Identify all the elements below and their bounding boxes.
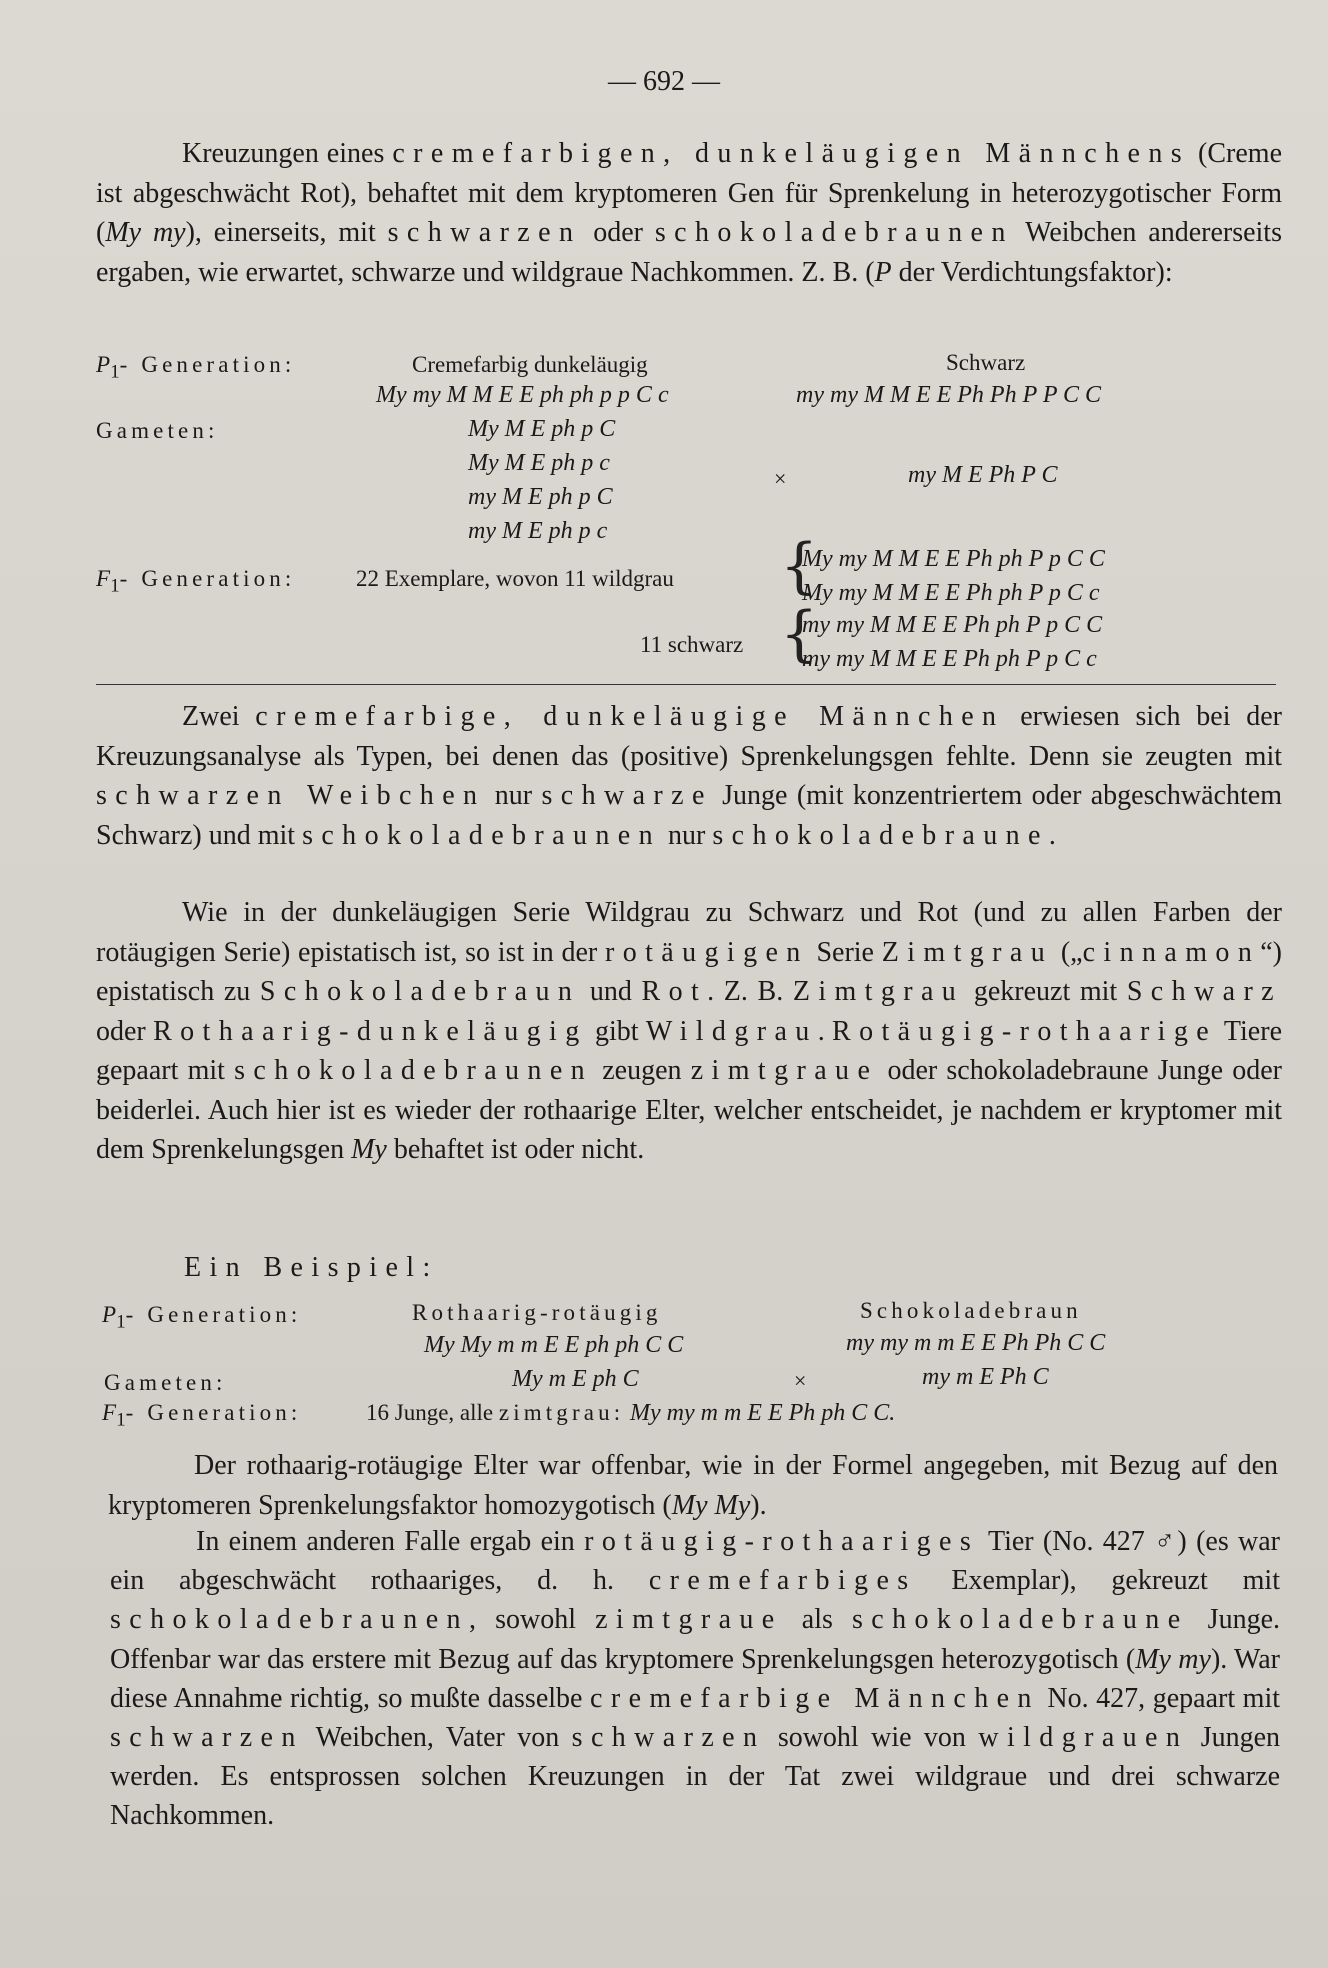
p-symbol: P [96, 352, 111, 377]
f1-generation-label-2 [102, 1400, 301, 1432]
text: Tier (No. 427 ♂) (es war ein abgeschwächt rothaariges, d. h. [110, 1526, 1281, 1597]
text: zeugen [593, 1055, 691, 1086]
wildgrau-formula-2: My my M M E E Ph ph P p C c [802, 580, 1100, 606]
spaced-text: rotäugigen [604, 936, 809, 968]
text: Junge (mit konzentriertem oder abgeschwächtem Schwarz) und mit [96, 780, 1282, 851]
spaced-text: Rothaarig-dunkeläugig [153, 1015, 588, 1047]
gamete-4: my M E ph p c [468, 518, 608, 544]
spaced-text: schokoladebraunen [302, 819, 662, 851]
parent2-heading: Schwarz [946, 350, 1026, 375]
spaced-text: Zimtgrau [881, 936, 1054, 968]
text: oder [581, 217, 655, 248]
symbol: P [874, 256, 892, 288]
parent2-formula: my my M M E E Ph Ph P P C C [796, 382, 1102, 408]
wildgrau-formula-1: My my M M E E Ph ph P p C C [802, 546, 1105, 572]
text: Weibchen, Vater von [303, 1722, 572, 1754]
text: Wie in der dunkeläugigen Serie Wildgrau zu Schwarz und Rot (und zu allen Farben der rotäugigen Serie) epistatisch ist, so ist in der [96, 897, 1282, 968]
text: behaftet ist oder nicht. [386, 1134, 645, 1165]
spaced-text: Schwarz [1126, 976, 1283, 1007]
text: nur [661, 819, 713, 851]
spaced-text: cinnamon [1082, 936, 1261, 968]
text: sowohl wie von [765, 1722, 979, 1754]
divider-rule [96, 684, 1276, 685]
text: Junge. Offenbar war das erstere mit Bezug auf das kryptomere Sprenkelungsgen heterozygotisch ( [110, 1604, 1280, 1675]
p1-generation-label [96, 352, 295, 384]
text: “) epistatisch zu [96, 936, 1282, 1007]
example-heading: Ein Beispiel: [184, 1252, 439, 1283]
spaced-text: Wildgrau [645, 1015, 818, 1047]
f1-generation-label [96, 566, 295, 598]
spaced-text: zimtgraue [595, 1604, 783, 1636]
label-text: - Generation: [119, 352, 296, 377]
p1-generation-label-2 [102, 1302, 301, 1334]
text: . [817, 1015, 833, 1047]
text: ), einerseits, mit [185, 217, 388, 248]
parent1-gamete-2: My m E ph C [512, 1366, 639, 1392]
cross-symbol: × [774, 466, 787, 491]
parent2-heading-2: Schokoladebraun [860, 1298, 1082, 1323]
spaced-text: schwarzen [387, 217, 582, 248]
f1-schwarz-label: 11 schwarz [640, 632, 744, 657]
text: Kreuzungen eines [182, 138, 393, 169]
spaced-text: schokoladebraune [852, 1604, 1189, 1636]
text: und [580, 976, 642, 1007]
gamete-3: my M E ph p C [468, 484, 613, 510]
parent2-formula-2: my my m m E E Ph Ph C C [846, 1330, 1106, 1356]
parent2-gamete: my M E Ph P C [908, 462, 1058, 488]
text: erwiesen sich bei der Kreuzungsanalyse als Typen, bei denen das (positive) Sprenkelungsgen fehlte. Denn sie zeugten mit [96, 701, 1282, 772]
spaced-text: rotäugig-rothaariges [584, 1526, 980, 1557]
subscript: 1 [110, 361, 120, 383]
text: (Creme ist abgeschwächt Rot), behaftet mit dem kryptomeren Gen für Sprenkelung in heterozygotischer Form ( [96, 138, 1282, 248]
text: No. 427, gepaart mit [1039, 1682, 1281, 1714]
paragraph-2 [96, 697, 1282, 855]
paragraph-4 [108, 1446, 1278, 1525]
text: („ [1053, 936, 1083, 968]
text: Exemplar), gekreuzt mit [916, 1565, 1280, 1597]
spaced-text: schokoladebraune [712, 819, 1049, 851]
spaced-text: cremefarbige Männchen [590, 1682, 1040, 1714]
text: 16 Junge, alle [366, 1400, 499, 1425]
gamete-2: My M E ph p c [468, 450, 610, 476]
text: Jungen werden. Es entsprossen solchen Kreuzungen in der Tat zwei wildgraue und drei schwarze Nachkommen. [110, 1722, 1281, 1832]
label-text: - Generation: [125, 1302, 302, 1327]
schwarz-formula-1: my my M M E E Ph ph P p C C [802, 612, 1103, 638]
text: In einem anderen Falle ergab ein [196, 1526, 585, 1557]
text: Der rothaarig-rotäugige Elter war offenbar, wie in der Formel angegeben, mit Bezug auf den kryptomeren Sprenkelungsfaktor homozygotisch ( [108, 1450, 1278, 1521]
spaced-text: schokoladebraunen [234, 1055, 594, 1086]
genotype: My my [105, 217, 186, 248]
parent1-heading-2: Rothaarig-rotäugig [412, 1300, 662, 1325]
gamete-1: My M E ph p C [468, 416, 616, 442]
text: . [1048, 819, 1056, 851]
spaced-text: wildgrauen [978, 1722, 1189, 1754]
genotype: My My [671, 1489, 751, 1521]
spaced-text: schwarzen [571, 1722, 766, 1754]
text: nur [485, 780, 542, 811]
f-symbol: F [102, 1400, 117, 1425]
text: oder [96, 1015, 154, 1047]
spaced-text: schwarzen Weibchen [96, 780, 486, 811]
text: der Verdichtungsfaktor): [891, 256, 1173, 288]
spaced-text: schwarze [541, 780, 713, 811]
text: Serie [808, 936, 882, 968]
subscript: 1 [110, 575, 120, 597]
brace-schwarz: { [780, 599, 819, 669]
spaced-text: schwarzen [110, 1722, 304, 1754]
genotype: My [351, 1134, 387, 1165]
text: gekreuzt mit [964, 976, 1127, 1007]
text: oder schokoladebraune Junge oder beiderlei. Auch hier ist es wieder der rothaarige Elter, welcher entscheidet, je nachdem er kryptomer mit dem Sprenkelungsgen [96, 1055, 1282, 1165]
parent1-formula: My my M M E E ph ph p p C c [376, 382, 669, 408]
spaced-text: cremefarbigen, dunkeläugigen Männchens [392, 138, 1191, 169]
text: als [782, 1604, 852, 1636]
text: ). War diese Annahme richtig, so mußte dasselbe [110, 1643, 1280, 1714]
paragraph-5 [110, 1522, 1280, 1836]
parent2-gamete-2: my m E Ph C [922, 1364, 1049, 1390]
brace-wildgrau: { [780, 531, 819, 601]
spaced-text: Rot [641, 976, 708, 1007]
subscript: 1 [116, 1409, 126, 1431]
text: Tiere gepaart mit [96, 1015, 1282, 1086]
cross-symbol-2: × [794, 1368, 807, 1393]
spaced-text: schokoladebraunen [110, 1604, 469, 1636]
page-number: — 692 — [608, 66, 720, 97]
text: , sowohl [468, 1604, 596, 1636]
f1-formula: My my m m E E Ph ph C C. [630, 1400, 896, 1426]
spaced-text: cremefarbiges [648, 1565, 917, 1597]
text: Weibchen andererseits ergaben, wie erwartet, schwarze und wildgraue Nachkommen. Z. B. ( [96, 217, 1282, 288]
spaced-text: zimtgrau: [498, 1400, 625, 1425]
parent1-heading: Cremefarbig dunkeläugig [412, 352, 648, 377]
spaced-text: zimtgraue [690, 1055, 879, 1086]
label-text: - Generation: [125, 1400, 302, 1425]
parent1-formula-2: My My m m E E ph ph C C [424, 1332, 684, 1358]
f1-description: 22 Exemplare, wovon 11 wildgrau [356, 566, 674, 591]
text: . Z. B. [707, 976, 793, 1007]
paragraph-1 [96, 134, 1282, 292]
gameten-label: Gameten: [96, 418, 219, 443]
spaced-text: Schokoladebraun [259, 976, 581, 1007]
text: ). [750, 1489, 767, 1521]
f-symbol: F [96, 566, 111, 591]
spaced-text: cremefarbige, dunkeläugige Männchen [255, 701, 1005, 732]
subscript: 1 [116, 1311, 126, 1333]
paragraph-3 [96, 893, 1282, 1170]
text: gibt [587, 1015, 646, 1047]
text: Zwei [182, 701, 256, 732]
spaced-text: Zimtgrau [792, 976, 965, 1007]
p-symbol: P [102, 1302, 117, 1327]
spaced-text: schokoladebraunen [654, 217, 1014, 248]
gameten-label-2: Gameten: [104, 1370, 227, 1395]
genotype: My my [1135, 1643, 1211, 1675]
f1-description-2 [366, 1400, 895, 1427]
label-text: - Generation: [119, 566, 296, 591]
schwarz-formula-2: my my M M E E Ph ph P p C c [802, 646, 1097, 672]
spaced-text: Rotäugig-rothaarige [832, 1015, 1218, 1047]
